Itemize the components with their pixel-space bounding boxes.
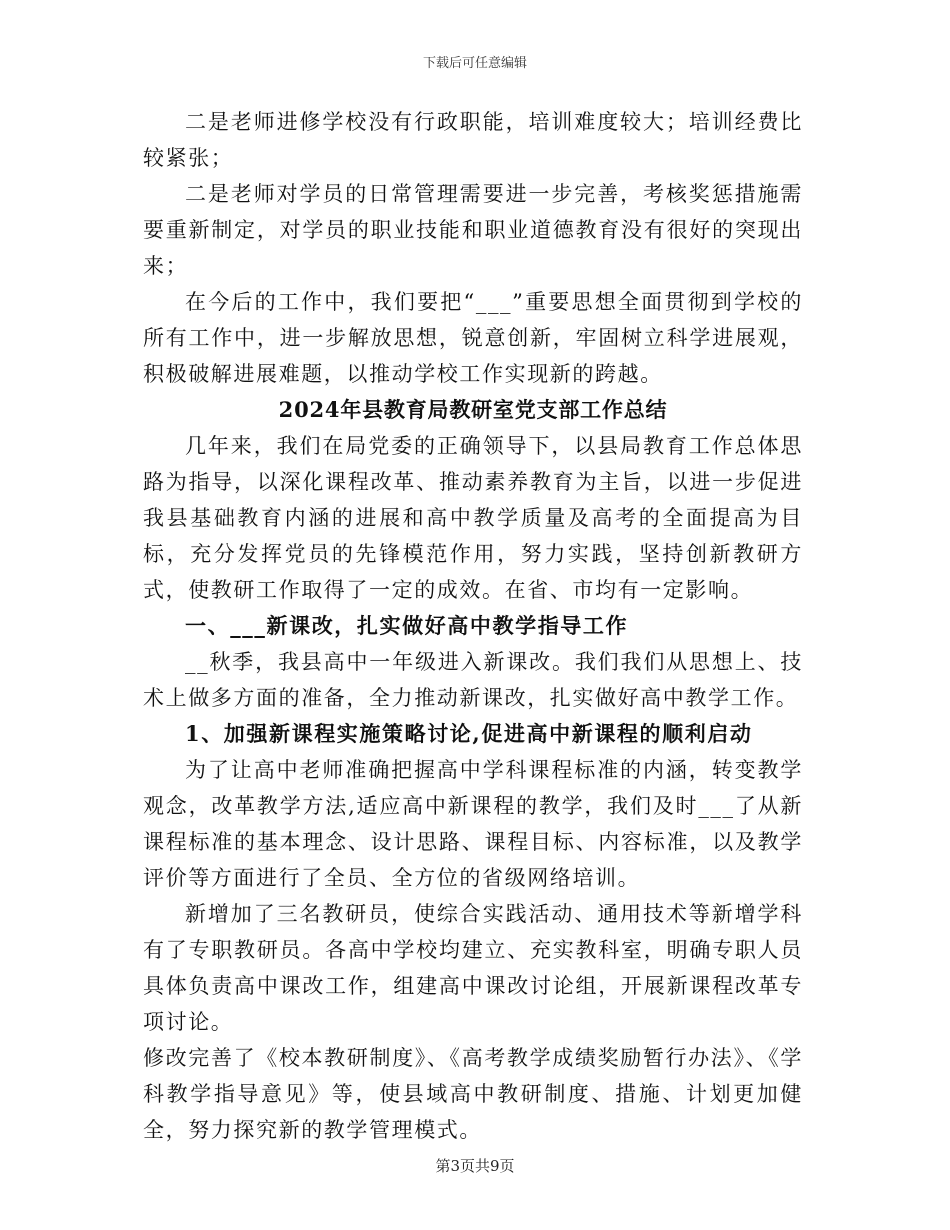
heading-subsection-one: 1、加强新课程实施策略讨论,促进高中新课程的顺利启动 bbox=[185, 721, 753, 746]
paragraph-intro: 几年来，我们在局党委的正确领导下，以县局教育工作总体思路为指导，以深化课程改革、推动素养教育为主旨，以进一步促进我县基础教育内涵的进展和高中教学质量及高考的全面提高为目标，充分发挥党员的先锋模范作用，努力实践，坚持创新教研方式，使教研工作取得了一定的成效。在省、市均有一定影响。 bbox=[143, 434, 803, 602]
paragraph-teacher-training: 为了让高中老师准确把握高中学科课程标准的内涵，转变教学观念，改革教学方法,适应高中新课程的教学，我们及时___了从新课程标准的基本理念、设计思路、课程目标、内容标准，以及教学评价等方面进行了全员、全方位的省级网络培训。 bbox=[143, 758, 803, 890]
paragraph-future-work: 在今后的工作中，我们要把“___”重要思想全面贯彻到学校的所有工作中，进一步解放思想，锐意创新，牢固树立科学进展观，积极破解进展难题，以推动学校工作实现新的跨越。 bbox=[143, 290, 803, 386]
paragraph-training-issues: 二是老师进修学校没有行政职能，培训难度较大；培训经费比较紧张； bbox=[143, 110, 803, 170]
paragraph-student-management: 二是老师对学员的日常管理需要进一步完善，考核奖惩措施需要重新制定，对学员的职业技能和职业道德教育没有很好的突现出来； bbox=[143, 182, 803, 278]
header-note: 下载后可任意编辑 bbox=[422, 56, 527, 71]
page-number: 第3页共9页 bbox=[435, 1157, 515, 1175]
heading-part-one: 一、___新课改，扎实做好高中教学指导工作 bbox=[185, 613, 629, 638]
paragraph-autumn-reform: __秋季，我县高中一年级进入新课改。我们我们从思想上、技术上做多方面的准备，全力推动新课改，扎实做好高中教学工作。 bbox=[143, 650, 803, 710]
section-title: 2024年县教育局教研室党支部工作总结 bbox=[278, 397, 668, 422]
document-body bbox=[143, 104, 803, 1148]
paragraph-revised-rules: 修改完善了《校本教研制度》、《高考教学成绩奖励暂行办法》、《学科教学指导意见》等，使县域高中教研制度、措施、计划更加健全，努力探究新的教学管理模式。 bbox=[143, 1046, 803, 1142]
paragraph-new-researchers: 新增加了三名教研员，使综合实践活动、通用技术等新增学科有了专职教研员。各高中学校均建立、充实教科室，明确专职人员具体负责高中课改工作，组建高中课改讨论组，开展新课程改革专项讨论。 bbox=[143, 902, 803, 1034]
